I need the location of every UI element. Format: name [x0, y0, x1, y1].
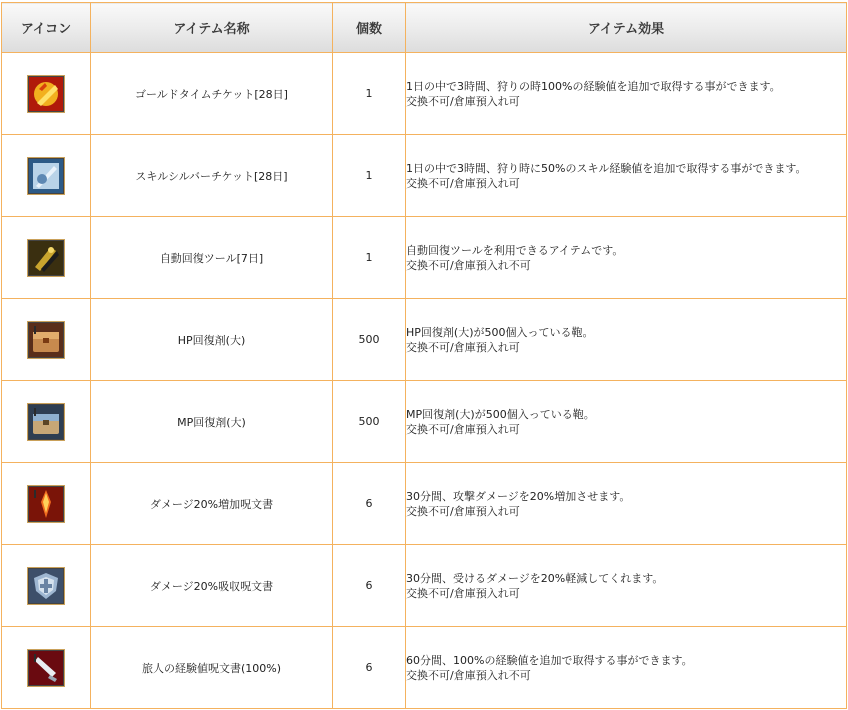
item-name: ダメージ20%吸収呪文書	[91, 545, 333, 627]
item-trade-rule: 交換不可/倉庫預入れ可	[406, 422, 520, 436]
item-quantity: 6	[333, 627, 406, 709]
item-effect	[406, 627, 847, 709]
item-name: 旅人の経験値呪文書(100%)	[91, 627, 333, 709]
item-quantity: 1	[333, 217, 406, 299]
item-effect	[406, 299, 847, 381]
gold-time-ticket-icon	[28, 76, 64, 112]
item-name: MP回復剤(大)	[91, 381, 333, 463]
item-trade-rule: 交換不可/倉庫預入れ可	[406, 340, 520, 354]
item-quantity: 1	[333, 135, 406, 217]
item-effect	[406, 135, 847, 217]
item-name: HP回復剤(大)	[91, 299, 333, 381]
skill-silver-ticket-icon	[28, 158, 64, 194]
hp-potion-bag-icon	[28, 322, 64, 358]
damage-boost-scroll-icon	[28, 486, 64, 522]
item-table	[1, 2, 847, 709]
item-effect-line: 30分間、受けるダメージを20%軽減してくれます。	[406, 571, 664, 585]
item-effect-line: 1日の中で3時間、狩り時に50%のスキル経験値を追加で取得する事ができます。	[406, 161, 807, 175]
item-quantity: 6	[333, 463, 406, 545]
item-quantity: 6	[333, 545, 406, 627]
item-trade-rule: 交換不可/倉庫預入れ可	[406, 94, 520, 108]
auto-recovery-tool-icon	[28, 240, 64, 276]
item-quantity: 500	[333, 381, 406, 463]
item-effect	[406, 381, 847, 463]
item-effect-line: MP回復剤(大)が500個入っている鞄。	[406, 407, 595, 421]
item-name: ダメージ20%増加呪文書	[91, 463, 333, 545]
table-row	[2, 53, 847, 135]
table-row	[2, 217, 847, 299]
item-effect-line: 自動回復ツールを利用できるアイテムです。	[406, 243, 624, 257]
table-row	[2, 381, 847, 463]
header-item-name: アイテム名称	[91, 3, 333, 53]
item-effect	[406, 53, 847, 135]
item-effect	[406, 545, 847, 627]
item-name: 自動回復ツール[7日]	[91, 217, 333, 299]
item-effect-line: 30分間、攻撃ダメージを20%増加させます。	[406, 489, 631, 503]
damage-absorb-scroll-icon	[28, 568, 64, 604]
table-row	[2, 463, 847, 545]
item-name: ゴールドタイムチケット[28日]	[91, 53, 333, 135]
item-trade-rule: 交換不可/倉庫預入れ可	[406, 176, 520, 190]
table-row	[2, 627, 847, 709]
table-row	[2, 299, 847, 381]
item-effect-line: 60分間、100%の経験値を追加で取得する事ができます。	[406, 653, 693, 667]
item-name: スキルシルバーチケット[28日]	[91, 135, 333, 217]
header-item-effect: アイテム効果	[406, 3, 847, 53]
item-quantity: 1	[333, 53, 406, 135]
mp-potion-bag-icon	[28, 404, 64, 440]
table-header-row	[2, 3, 847, 53]
item-effect-line: 1日の中で3時間、狩りの時100%の経験値を追加で取得する事ができます。	[406, 79, 781, 93]
item-trade-rule: 交換不可/倉庫預入れ可	[406, 504, 520, 518]
traveler-exp-scroll-icon	[28, 650, 64, 686]
item-effect-line: HP回復剤(大)が500個入っている鞄。	[406, 325, 594, 339]
table-row	[2, 545, 847, 627]
table-row	[2, 135, 847, 217]
item-quantity: 500	[333, 299, 406, 381]
header-icon: アイコン	[2, 3, 91, 53]
item-trade-rule: 交換不可/倉庫預入れ可	[406, 586, 520, 600]
header-quantity: 個数	[333, 3, 406, 53]
item-trade-rule: 交換不可/倉庫預入れ不可	[406, 258, 531, 272]
item-effect	[406, 217, 847, 299]
item-effect	[406, 463, 847, 545]
item-trade-rule: 交換不可/倉庫預入れ不可	[406, 668, 531, 682]
